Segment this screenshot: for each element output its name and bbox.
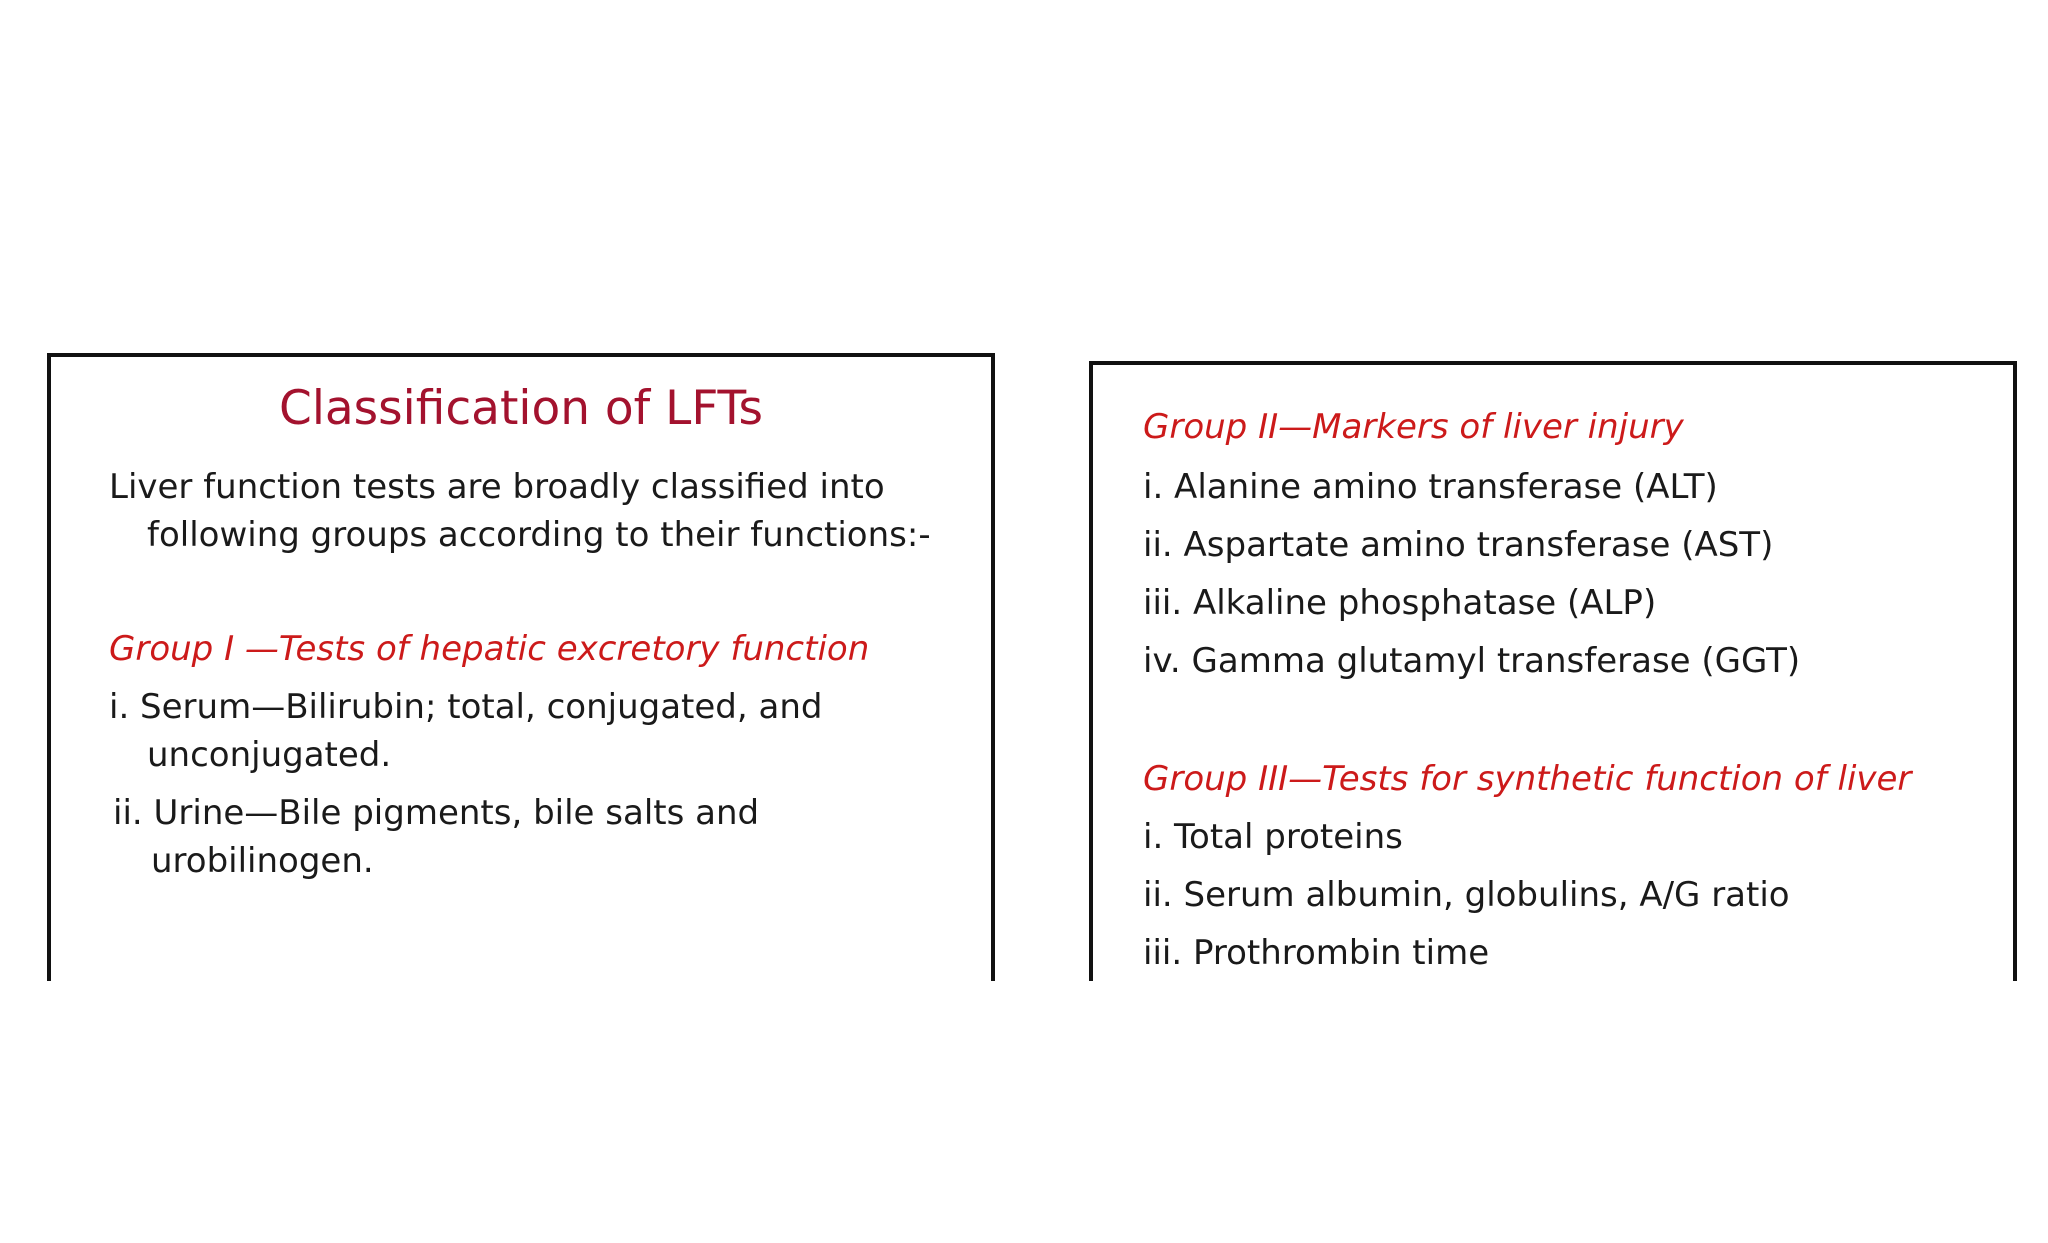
group3-heading: Group III—Tests for synthetic function of liver — [1143, 759, 1912, 799]
slide-left — [47, 353, 995, 981]
group3-item: ii. Serum albumin, globulins, A/G ratio — [1143, 875, 1790, 915]
group3-item: iii. Prothrombin time — [1143, 933, 1490, 973]
group2-item: iv. Gamma glutamyl transferase (GGT) — [1143, 641, 1801, 681]
group1-heading: Group I —Tests of hepatic excretory function — [109, 629, 870, 669]
group2-item: i. Alanine amino transferase (ALT) — [1143, 467, 1718, 507]
slide-right — [1089, 361, 2017, 981]
intro-text: Liver function tests are broadly classified into following groups according to their functions:- — [109, 467, 931, 555]
group2-item: ii. Aspartate amino transferase (AST) — [1143, 525, 1774, 565]
slide-title: Classification of LFTs — [279, 381, 763, 436]
group3-item: i. Total proteins — [1143, 817, 1403, 857]
group2-heading: Group II—Markers of liver injury — [1143, 407, 1684, 447]
group2-item: iii. Alkaline phosphatase (ALP) — [1143, 583, 1657, 623]
group1-item: i. Serum—Bilirubin; total, conjugated, and unconjugated. — [109, 687, 823, 775]
group1-item: ii. Urine—Bile pigments, bile salts and urobilinogen. — [113, 793, 760, 881]
